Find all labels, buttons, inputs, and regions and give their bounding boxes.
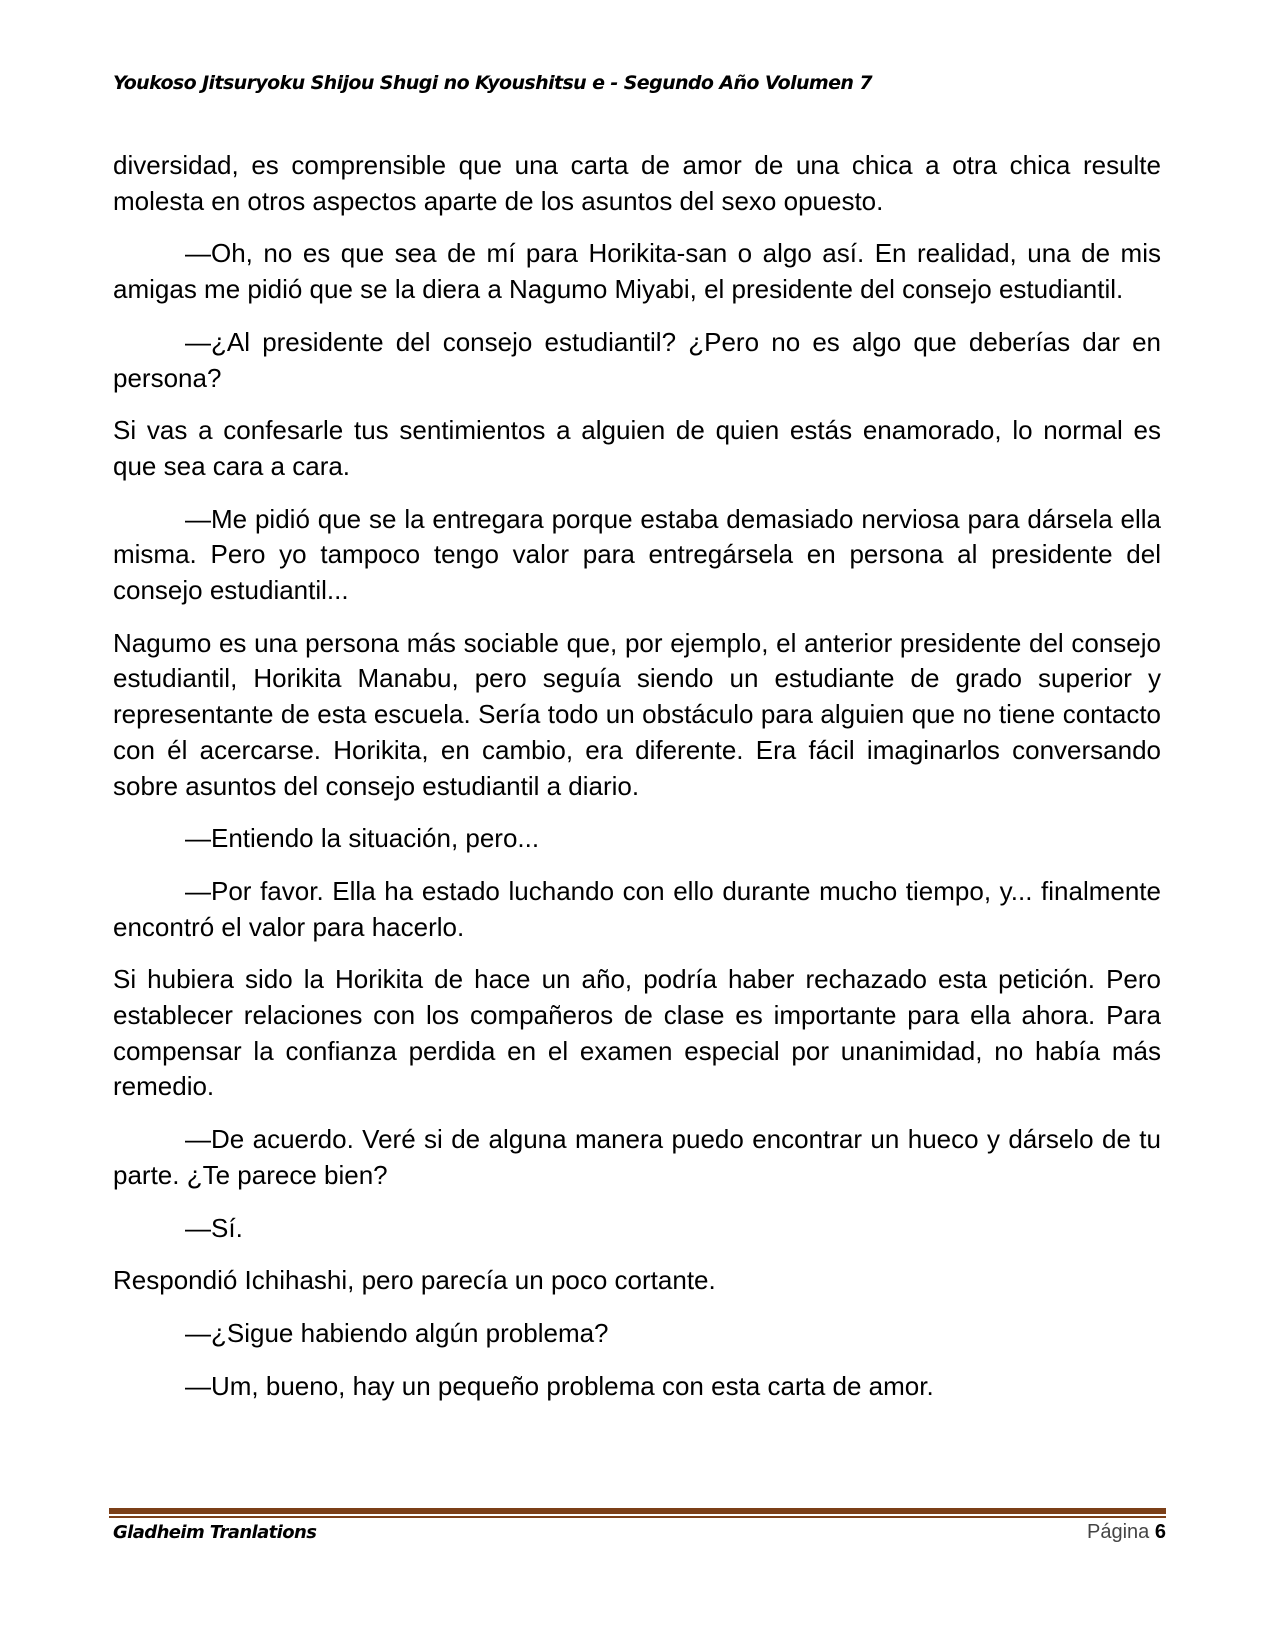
dialogue-paragraph: —¿Al presidente del consejo estudiantil? ¿Pero no es algo que deberías dar en persona? <box>113 326 1161 393</box>
page-label: Página <box>1087 1521 1150 1543</box>
dialogue-paragraph: —Sí. <box>185 1212 243 1243</box>
footer-divider <box>109 1508 1166 1518</box>
dialogue-paragraph: —Um, bueno, hay un pequeño problema con esta carta de amor. <box>185 1370 934 1401</box>
paragraph: Respondió Ichihashi, pero parecía un poco cortante. <box>113 1265 716 1296</box>
dialogue-paragraph: —Por favor. Ella ha estado luchando con ello durante mucho tiempo, y... finalmente encontró el valor para hacerlo. <box>113 875 1161 942</box>
paragraph: Nagumo es una persona más sociable que, por ejemplo, el anterior presidente del consejo estudiantil, Horikita Manabu, pero seguía siendo un estudiante de grado superior y representante de esta escuela. Sería todo un obstáculo para alguien que no tiene contacto con él acercarse. Horikita, en cambio, era diferente. Era fácil imaginarlos conversando sobre asuntos del consejo estudiantil a diario. <box>113 627 1161 801</box>
dialogue-paragraph: —De acuerdo. Veré si de alguna manera puedo encontrar un hueco y dárselo de tu parte. ¿Te parece bien? <box>113 1124 1161 1190</box>
running-header-title: Youkoso Jitsuryoku Shijou Shugi no Kyoushitsu e - Segundo Año Volumen 7 <box>113 72 872 94</box>
dialogue-paragraph: —Oh, no es que sea de mí para Horikita-san o algo así. En realidad, una de mis amigas me pidió que se la diera a Nagumo Miyabi, el presidente del consejo estudiantil. <box>113 238 1161 305</box>
page-body <box>113 148 1161 1421</box>
dialogue-paragraph: —¿Sigue habiendo algún problema? <box>185 1317 609 1348</box>
page-number-label <box>1087 1521 1166 1544</box>
paragraph: diversidad, es comprensible que una carta de amor de una chica a otra chica resulte molesta en otros aspectos aparte de los asuntos del sexo opuesto. <box>113 150 1161 216</box>
paragraph: Si hubiera sido la Horikita de hace un año, podría haber rechazado esta petición. Pero establecer relaciones con los compañeros de clase es importante para ella ahora. Para compensar la confianza perdida en el examen especial por unanimidad, no había más remedio. <box>113 964 1161 1102</box>
footer-divider-thick <box>109 1508 1166 1514</box>
dialogue-paragraph: —Entiendo la situación, pero... <box>185 823 540 854</box>
page-number: 6 <box>1154 1521 1166 1543</box>
paragraph: Si vas a confesarle tus sentimientos a alguien de quien estás enamorado, lo normal es que sea cara a cara. <box>113 415 1161 481</box>
footer-credit: Gladheim Tranlations <box>113 1522 317 1543</box>
dialogue-paragraph: —Me pidió que se la entregara porque estaba demasiado nerviosa para dársela ella misma. Pero yo tampoco tengo valor para entregársela en persona al presidente del consejo estudiantil... <box>113 503 1161 606</box>
footer-divider-thin <box>109 1516 1166 1518</box>
